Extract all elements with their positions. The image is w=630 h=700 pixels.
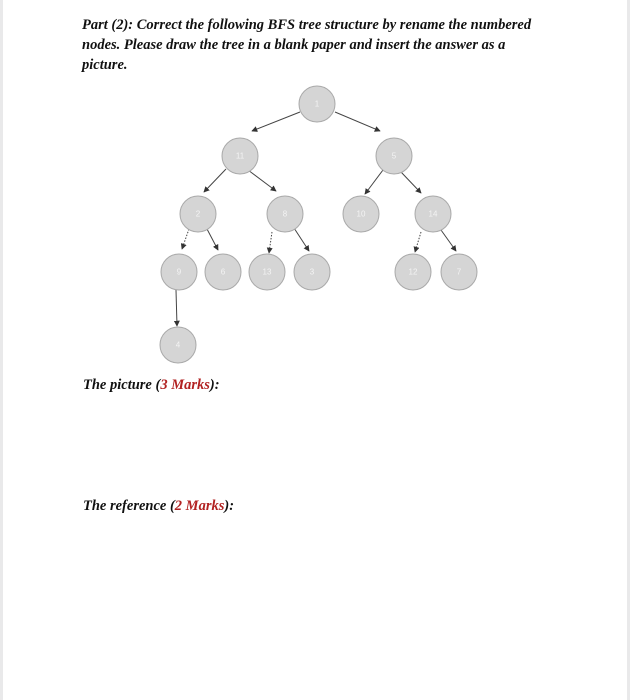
- node-label: 6: [220, 267, 226, 277]
- node-label: 1: [314, 99, 320, 109]
- tree-node: [180, 196, 216, 232]
- edge-8-3: [294, 228, 309, 251]
- edge-11-2: [204, 169, 226, 192]
- tree-node: [395, 254, 431, 290]
- node-label: 9: [176, 267, 182, 277]
- node-label: 11: [235, 151, 245, 161]
- tree-node: [376, 138, 412, 174]
- tree-node: [249, 254, 285, 290]
- reference-marks: 2 Marks: [174, 498, 225, 514]
- node-label: 5: [391, 151, 397, 161]
- node-label: 7: [456, 267, 462, 277]
- document-page: [3, 0, 627, 700]
- tree-node: [160, 327, 196, 363]
- edge-1-5: [335, 112, 380, 131]
- edge-9-4: [176, 290, 177, 326]
- picture-label-prefix: The picture (: [83, 377, 161, 393]
- bfs-tree-diagram: [3, 0, 627, 400]
- node-label: 3: [309, 267, 315, 277]
- reference-section-label: [83, 498, 234, 515]
- tree-node: [294, 254, 330, 290]
- tree-node: [267, 196, 303, 232]
- node-label: 8: [282, 209, 288, 219]
- tree-node: [441, 254, 477, 290]
- node-label: 12: [408, 267, 418, 277]
- picture-marks: 3 Marks: [160, 377, 210, 393]
- tree-edges: [176, 112, 456, 326]
- node-label: 14: [428, 209, 438, 219]
- node-label: 10: [356, 209, 366, 219]
- node-label: 4: [175, 340, 181, 350]
- node-label: 13: [262, 267, 272, 277]
- node-label: 2: [195, 209, 201, 219]
- tree-node: [222, 138, 258, 174]
- tree-node: [205, 254, 241, 290]
- edge-5-14: [401, 172, 421, 193]
- reference-label-prefix: The reference (: [83, 498, 175, 514]
- tree-node: [415, 196, 451, 232]
- question-heading: Part (2): Correct the following BFS tree structure by rename the numbered nodes. Please draw the tree in a blank paper and insert the answer as a picture.: [82, 17, 532, 73]
- picture-label-suffix: ):: [209, 377, 220, 393]
- edge-2-9: [182, 229, 189, 249]
- tree-node: [161, 254, 197, 290]
- edge-8-13: [269, 232, 272, 253]
- edge-14-12: [415, 232, 421, 252]
- edge-11-8: [248, 170, 276, 191]
- edge-1-11: [252, 112, 300, 131]
- edge-14-7: [441, 230, 456, 251]
- reference-label-suffix: ):: [224, 498, 235, 514]
- tree-node: [299, 86, 335, 122]
- picture-section-label: [83, 377, 220, 394]
- edge-5-10: [365, 170, 383, 194]
- tree-node: [343, 196, 379, 232]
- edge-2-6: [207, 229, 218, 250]
